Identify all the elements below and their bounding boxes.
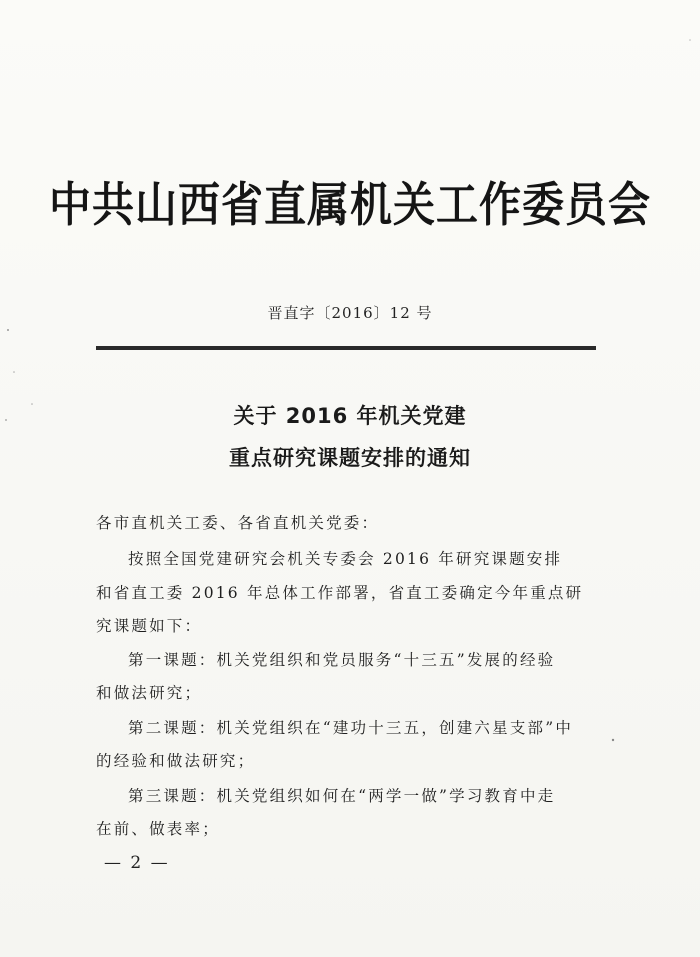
salutation: 各市直机关工委、各省直机关党委： <box>96 514 380 532</box>
notice-title-line-1: 关于 2016 年机关党建 <box>233 404 467 428</box>
body-line: 在前、做表率； <box>96 820 220 838</box>
header-divider <box>96 346 596 350</box>
body-line: 的经验和做法研究； <box>96 752 256 770</box>
body-line: 第一课题：机关党组织和党员服务“十三五”发展的经验 <box>128 651 556 669</box>
body-line: 第三课题：机关党组织如何在“两学一做”学习教育中走 <box>128 787 556 805</box>
page-number: — 2 — <box>104 853 170 873</box>
body-line: 究课题如下： <box>96 617 203 635</box>
document-number: 晋直字〔2016〕12 号 <box>267 304 433 322</box>
body-line: 和省直工委 2016 年总体工作部署，省直工委确定今年重点研 <box>96 584 584 602</box>
body-line: 按照全国党建研究会机关专委会 2016 年研究课题安排 <box>128 550 563 568</box>
notice-title-line-2: 重点研究课题安排的通知 <box>229 446 471 470</box>
issuing-organization-title: 中共山西省直属机关工作委员会 <box>48 177 651 233</box>
body-line: 第二课题：机关党组织在“建功十三五，创建六星支部”中 <box>128 719 574 737</box>
body-line: 和做法研究； <box>96 684 203 702</box>
